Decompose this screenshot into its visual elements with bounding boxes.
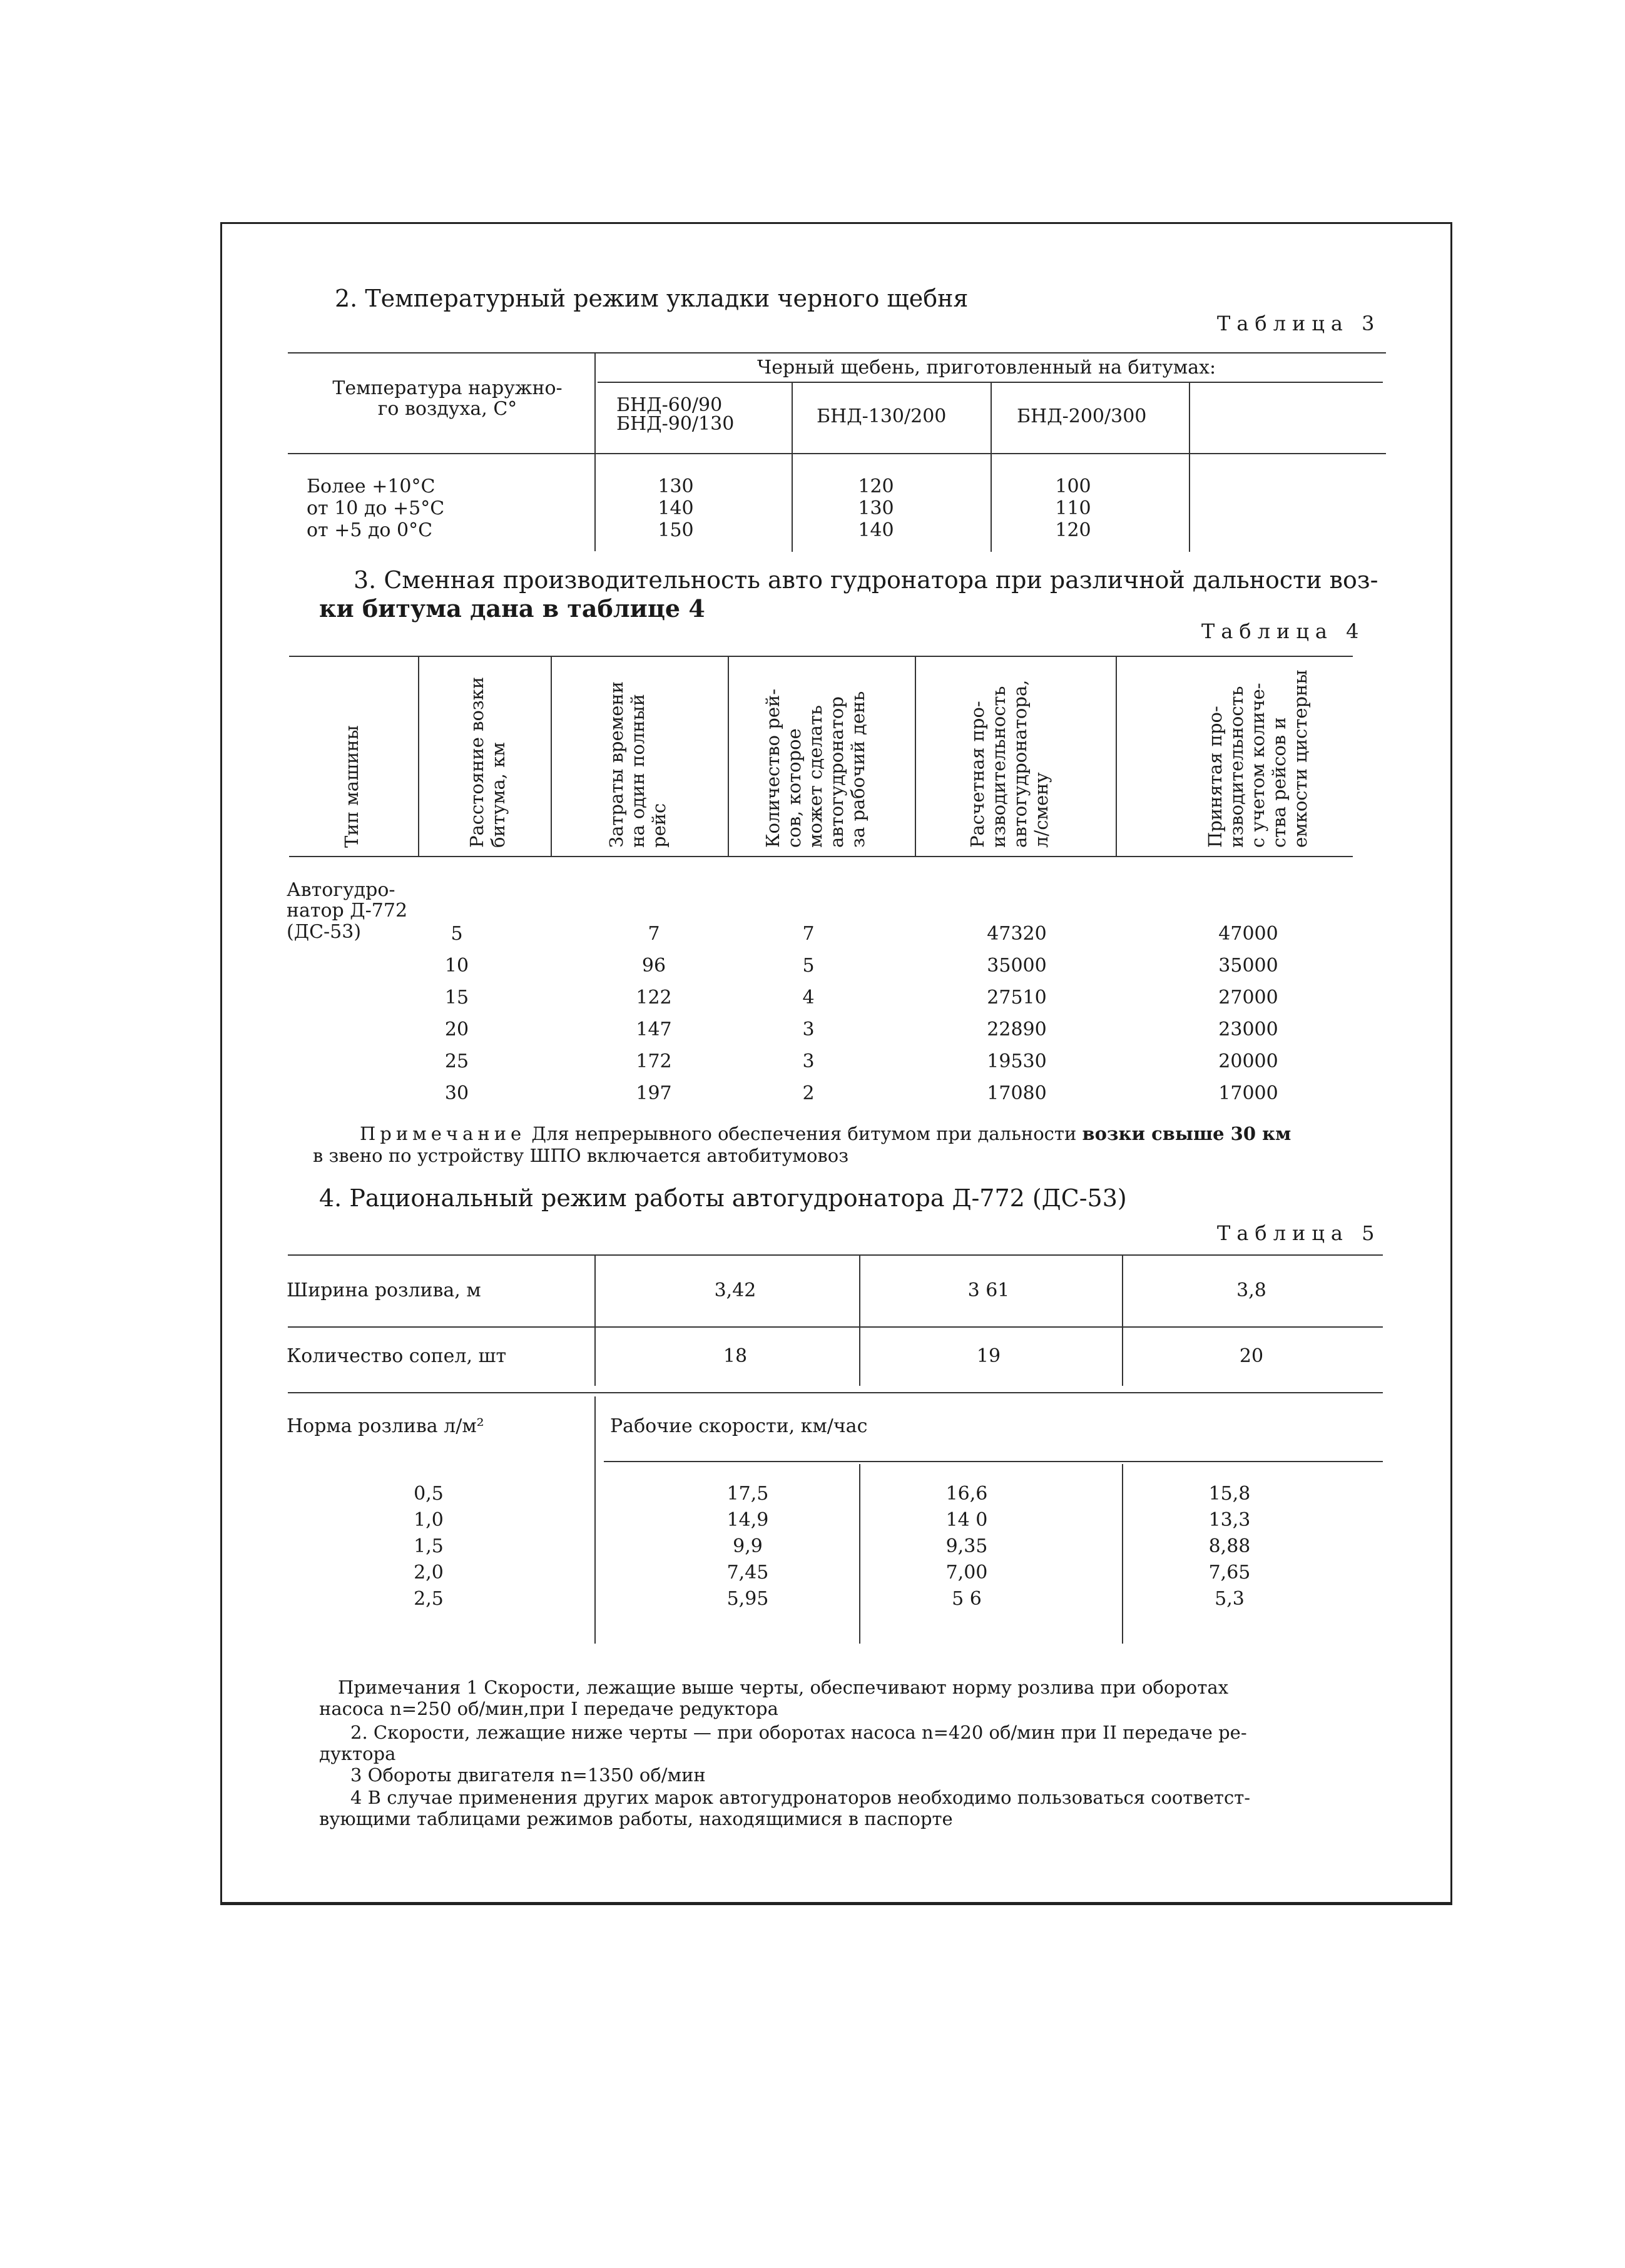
table5-cell: 14,9	[726, 1509, 769, 1531]
table3-col-bnd130: БНД-130/200	[817, 405, 947, 427]
table5-top-rule	[288, 1254, 1383, 1256]
table5-note: 3 Обороты двигателя n=1350 об/мин	[350, 1764, 706, 1786]
table5-cell: 3,8	[1236, 1279, 1266, 1301]
table5-cell: 8,88	[1208, 1535, 1251, 1557]
frame-bottom	[220, 1902, 1452, 1905]
table3-group-rule	[598, 382, 1383, 383]
table4-cell: 2	[802, 1082, 815, 1104]
table5-note: дуктора	[319, 1743, 396, 1764]
table5-cell: 7,00	[945, 1562, 988, 1584]
table4-cell: 35000	[987, 955, 1047, 977]
table4-divider-5	[1116, 656, 1117, 856]
table4-col-accepted	[1205, 669, 1311, 848]
table4-divider-1	[418, 656, 419, 856]
table4-col-trips-line: может сделать	[805, 705, 826, 848]
table4-col-accepted-line: с учетом количе-	[1247, 683, 1268, 848]
table3-row-label: Более +10°С	[307, 475, 436, 497]
table5-rule-1	[288, 1326, 1383, 1328]
table4-cell: 47000	[1218, 923, 1278, 945]
table4-cell: 27510	[987, 987, 1047, 1009]
table3-col-bnd200: БНД-200/300	[1017, 405, 1147, 427]
table5-cell: 19	[976, 1345, 1001, 1367]
table5-cell: 7,65	[1208, 1562, 1251, 1584]
table4-col-trips-line: автогудронатор	[826, 696, 847, 848]
table5-norm-cell: 2,5	[414, 1588, 444, 1610]
table3-divider-2	[792, 383, 793, 552]
table4-cell: 17000	[1218, 1082, 1278, 1104]
table4-cell: 20000	[1218, 1050, 1278, 1072]
table4-cell: 10	[444, 955, 469, 977]
note-label: Примечание	[360, 1123, 526, 1144]
table5-cell: 17,5	[726, 1483, 769, 1505]
table5-note: 2. Скорости, лежащие ниже черты — при оборотах насоса n=420 об/мин при II передаче ре-	[350, 1722, 1247, 1743]
table5-cell: 20	[1239, 1345, 1264, 1367]
table4-cell: 19530	[987, 1050, 1047, 1072]
table5-cell: 14 0	[945, 1509, 988, 1531]
table3-row-label: от 10 до +5°С	[307, 497, 445, 519]
table5-cell: 5 6	[952, 1588, 982, 1610]
table5-rule-2	[288, 1392, 1383, 1393]
table4-cell: 3	[802, 1019, 815, 1040]
table4-top-rule	[289, 656, 1353, 657]
section3-heading-line2: ки битума дана в таблице 4	[319, 594, 705, 623]
table4-col-accepted-line: изводительность	[1226, 686, 1247, 848]
table4-cell: 17080	[987, 1082, 1047, 1104]
table5-cell: 3 61	[967, 1279, 1010, 1301]
table5-width-label: Ширина розлива, м	[287, 1279, 481, 1301]
table4-cell: 147	[636, 1019, 672, 1040]
table4-col-time	[606, 681, 670, 848]
table4-col-distance-line: битума, км	[487, 742, 509, 848]
table4-header-rule	[289, 856, 1353, 857]
table3-group-header: Черный щебень, приготовленный на битумах:	[757, 357, 1216, 379]
table4-note-line1	[360, 1123, 1291, 1144]
table4-cell: 197	[636, 1082, 672, 1104]
table4-cell: 5	[802, 955, 815, 977]
table5-divider-1b	[594, 1396, 596, 1644]
table3-divider-1	[594, 352, 596, 551]
table4-cell: 172	[636, 1050, 672, 1072]
table4-col-calc-line: автогудронатора,	[1009, 679, 1031, 848]
table4-machine-line3: (ДС-53)	[287, 921, 362, 943]
table5-cell: 15,8	[1208, 1483, 1251, 1505]
table4-cell: 30	[444, 1082, 469, 1104]
table3-cell: 130	[658, 475, 694, 497]
table4-note-line2: в звено по устройству ШПО включается автобитумовоз	[313, 1145, 849, 1166]
table4-machine-line2: натор Д-772	[287, 900, 408, 922]
table5-cell: 9,9	[733, 1535, 763, 1557]
table5-nozzles-label: Количество сопел, шт	[287, 1345, 507, 1367]
table4-col-trips-line: сов, которое	[783, 728, 805, 848]
table4-cell: 20	[444, 1019, 469, 1040]
section3-heading-line1: 3. Сменная производительность авто гудронатора при различной дальности воз-	[354, 566, 1378, 594]
table4-cell: 35000	[1218, 955, 1278, 977]
table4-cell: 23000	[1218, 1019, 1278, 1040]
table5-speeds-label: Рабочие скорости, км/час	[610, 1415, 868, 1437]
table3-row-label: от +5 до 0°С	[307, 519, 433, 541]
table3-col-temp-line1: Температура наружно-	[332, 377, 563, 399]
table4-col-time-line: рейс	[648, 803, 670, 848]
table3-header-rule	[288, 453, 1386, 454]
table4-col-calc-line: Расчетная про-	[967, 701, 988, 848]
table4-cell: 7	[802, 923, 815, 945]
table5-cell: 3,42	[714, 1279, 756, 1301]
table5-divider-1a	[594, 1254, 596, 1386]
table3-col-temp-line2: го воздуха, С°	[377, 398, 517, 420]
table5-cell: 5,95	[726, 1588, 769, 1610]
table5-divider-2b	[859, 1464, 860, 1644]
table4-cell: 25	[444, 1050, 469, 1072]
table5-norm-cell: 0,5	[414, 1483, 444, 1505]
table3-cell: 120	[858, 475, 894, 497]
table4-col-distance	[466, 677, 509, 848]
table4-machine-line1: Автогудро-	[287, 879, 395, 901]
table3-cell: 110	[1055, 497, 1091, 519]
table5-label: Таблица 5	[1217, 1221, 1381, 1245]
table4-divider-3	[728, 656, 729, 856]
table3-divider-4	[1189, 383, 1190, 552]
table5-divider-3b	[1122, 1464, 1123, 1644]
table4-cell: 5	[451, 923, 463, 945]
table4-cell: 3	[802, 1050, 815, 1072]
table3-cell: 130	[858, 497, 894, 519]
table3-cell: 140	[858, 519, 894, 541]
frame-left	[220, 222, 222, 1905]
table4-col-accepted-line: Принятая про-	[1205, 706, 1226, 848]
table4-label: Таблица 4	[1201, 619, 1365, 643]
table4-divider-2	[551, 656, 552, 856]
table4-cell: 22890	[987, 1019, 1047, 1040]
table3-divider-3	[991, 383, 992, 552]
frame-top	[220, 222, 1452, 224]
table3-col-bnd90: БНД-90/130	[616, 413, 735, 435]
table4-col-time-line: на один полный	[627, 694, 648, 848]
table5-speed-rule	[604, 1461, 1383, 1462]
note-text: Для непрерывного обеспечения битумом при дальности	[531, 1123, 1082, 1144]
table3-cell: 150	[658, 519, 694, 541]
table4-cell: 7	[648, 923, 660, 945]
table5-note: Примечания 1 Скорости, лежащие выше черты, обеспечивают норму розлива при оборотах	[338, 1677, 1229, 1698]
table5-cell: 5,3	[1215, 1588, 1245, 1610]
table4-col-trips-line: за рабочий день	[847, 691, 869, 848]
table3-cell: 100	[1055, 475, 1091, 497]
table5-divider-3a	[1122, 1254, 1123, 1386]
table3-cell: 140	[658, 497, 694, 519]
section4-heading: 4. Рациональный режим работы автогудронатора Д-772 (ДС-53)	[319, 1184, 1127, 1212]
table4-col-type-line: Тип машины	[341, 725, 362, 848]
table5-note: насоса n=250 об/мин,при I передаче редуктора	[319, 1698, 778, 1719]
table5-norm-cell: 2,0	[414, 1562, 444, 1584]
table3-label: Таблица 3	[1217, 312, 1381, 335]
table5-cell: 13,3	[1208, 1509, 1251, 1531]
table4-divider-4	[915, 656, 916, 856]
table4-col-calc	[967, 680, 1052, 848]
table4-cell: 4	[802, 987, 815, 1009]
table4-col-time-line: Затраты времени	[606, 681, 627, 848]
table4-col-accepted-line: ства рейсов и	[1268, 717, 1290, 848]
table5-cell: 9,35	[945, 1535, 988, 1557]
section2-heading: 2. Температурный режим укладки черного щебня	[335, 285, 969, 312]
table3-top-rule	[288, 352, 1386, 353]
table3-cell: 120	[1055, 519, 1091, 541]
table5-cell: 18	[723, 1345, 748, 1367]
note-text-bold: возки свыше 30 км	[1082, 1123, 1291, 1144]
table5-norm-cell: 1,5	[414, 1535, 444, 1557]
table4-col-trips	[762, 689, 869, 848]
table4-cell: 96	[641, 955, 666, 977]
table4-col-distance-line: Расстояние возки	[466, 676, 487, 848]
table5-divider-2a	[859, 1254, 860, 1386]
table4-cell: 47320	[987, 923, 1047, 945]
table3-col-bnd60: БНД-60/90	[616, 394, 723, 416]
table4-cell: 15	[444, 987, 469, 1009]
table4-col-trips-line: Количество рей-	[762, 688, 783, 848]
table4-col-calc-line: л/смену	[1031, 772, 1052, 848]
table5-norm-cell: 1,0	[414, 1509, 444, 1531]
frame-right	[1450, 222, 1452, 1905]
table5-note: 4 В случае применения других марок автогудронаторов необходимо пользоваться соответст-	[350, 1787, 1251, 1808]
table4-cell: 27000	[1218, 987, 1278, 1009]
table5-norm-label: Норма розлива л/м²	[287, 1415, 484, 1437]
table4-col-type	[341, 725, 362, 848]
table5-note: вующими таблицами режимов работы, находящимися в паспорте	[319, 1808, 953, 1829]
table5-cell: 7,45	[726, 1562, 769, 1584]
table4-col-accepted-line: емкости цистерны	[1290, 669, 1311, 848]
table4-col-calc-line: изводительность	[988, 686, 1009, 848]
table4-cell: 122	[636, 987, 672, 1009]
table5-cell: 16,6	[945, 1483, 988, 1505]
